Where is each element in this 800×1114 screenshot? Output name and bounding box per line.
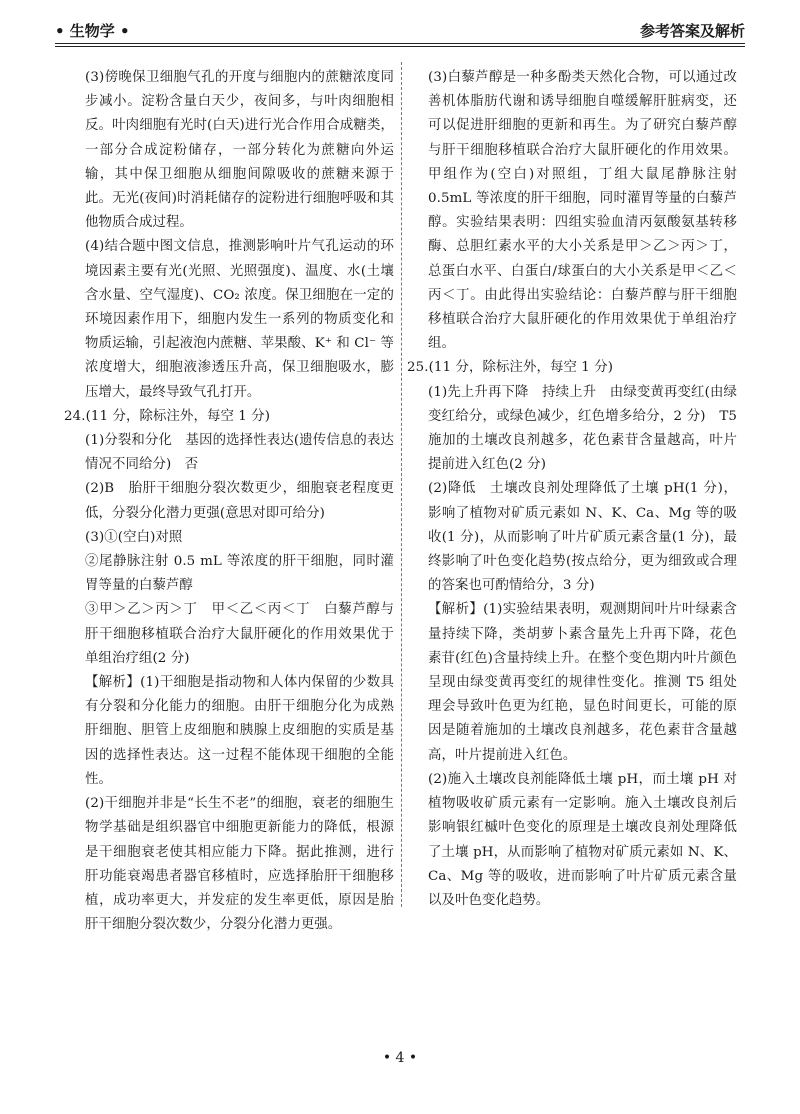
paragraph: (4)结合题中图文信息，推测影响叶片气孔运动的环境因素主要有光(光照、光照强度)、温度、水(土壤含水量、空气湿度)、CO₂ 浓度。保卫细胞在一定的环境因素作用下，细胞内发生一系列的物质变化和物质运输，引起液泡内蔗糖、苹果酸、K⁺ 和 Cl⁻ 等浓度增大，细胞液渗透压升高，保卫细胞吸水，膨压增大，最终导致气孔打开。 [85,239,394,400]
right-column [407,66,751,913]
paragraph: ②尾静脉注射 0.5 mL 等浓度的肝干细胞，同时灌胃等量的白藜芦醇 [85,554,394,594]
paragraph: ③甲＞乙＞丙＞丁 甲＜乙＜丙＜丁 白藜芦醇与肝干细胞移植联合治疗大鼠肝硬化的作用效果优于单组治疗组(2 分) [85,602,394,666]
header-rule-bottom [55,46,745,47]
paragraph: (2)降低 土壤改良剂处理降低了土壤 pH(1 分)，影响了植物对矿质元素如 N、K、Ca、Mg 等的吸收(1 分)，从而影响了叶片矿质元素含量(1 分)，最终影响了叶色变化趋势(按点给分，更为细致或合理的答案也可酌情给分，3 分) [428,481,737,594]
question-heading: 25.(11 分，除标注外，每空 1 分) [407,360,614,376]
question-heading: 24.(11 分，除标注外，每空 1 分) [64,408,271,424]
header-rule-top [55,43,745,44]
page-header [55,14,745,44]
analysis-paragraph: 【解析】(1)干细胞是指动物和人体内保留的少数具有分裂和分化能力的细胞。由肝干细胞分化为成熟肝细胞、胆管上皮细胞和胰腺上皮细胞的实质是基因的选择性表达。这一过程不能体现干细胞的全能性。 [85,675,394,787]
analysis-paragraph: 【解析】(1)实验结果表明，观测期间叶片叶绿素含量持续下降，类胡萝卜素含量先上升再下降，花色素苷(红色)含量持续上升。在整个变色期内叶片颜色呈现由绿变黄再变红的规律性变化。推测 T5 组处理会导致叶色更为红艳，显色时间更长，可能的原因是随着施加的土壤改良剂越多，花色素苷含量越高，叶片提前进入红色。 [428,602,737,763]
column-divider [401,62,402,907]
paragraph: (2)B 胎肝干细胞分裂次数更少，细胞衰老程度更低，分裂分化潜力更强(意思对即可给分) [85,481,394,521]
section-title: 参考答案及解析 [639,22,745,40]
paragraph: (1)分裂和分化 基因的选择性表达(遗传信息的表达情况不同给分) 否 [85,433,394,473]
paragraph: (1)先上升再下降 持续上升 由绿变黄再变红(由绿变红给分，或绿色减少，红色增多给分，2 分) T5 施加的土壤改良剂越多，花色素苷含量越高，叶片提前进入红色(2 分) [428,384,751,473]
paragraph: (3)白藜芦醇是一种多酚类天然化合物，可以通过改善机体脂肪代谢和诱导细胞自噬缓解肝脏病变，还可以促进肝细胞的更新和再生。为了研究白藜芦醇与肝干细胞移植联合治疗大鼠肝硬化的作用效果。甲组作为(空白)对照组，丁组大鼠尾静脉注射 0.5mL 等浓度的肝干细胞，同时灌胃等量的白藜芦醇。实验结果表明：四组实验血清丙氨酸氨基转移酶、总胆红素水平的大小关系是甲＞乙＞丙＞丁，总蛋白水平、白蛋白/球蛋白的大小关系是甲＜乙＜丙＜丁。由此得出实验结论：白藜芦醇与肝干细胞移植联合治疗大鼠肝硬化的作用效果优于单组治疗组。 [428,70,737,352]
subject-label: • 生物学 • [55,22,130,40]
paragraph: (2)施入土壤改良剂能降低土壤 pH，而土壤 pH 对植物吸收矿质元素有一定影响。施入土壤改良剂后影响银红槭叶色变化的原理是土壤改良剂处理降低了土壤 pH，从而影响了植物对矿质元素如 N、K、Ca、Mg 等的吸收，进而影响了叶片矿质元素含量以及叶色变化趋势。 [428,771,737,908]
paragraph: (2)干细胞并非是“长生不老”的细胞，衰老的细胞生物学基础是组织器官中细胞更新能力的降低，根源是干细胞衰老使其相应能力下降。据此推测，进行肝功能衰竭患者器官移植时，应选择胎肝干细胞移植，成功率更大，并发症的发生率更低，原因是胎肝干细胞分裂次数少，分裂分化潜力更强。 [85,796,394,933]
paragraph: (3)①(空白)对照 [85,529,183,545]
paragraph: (3)傍晚保卫细胞气孔的开度与细胞内的蔗糖浓度同步减小。淀粉含量白天少，夜间多，与叶肉细胞相反。叶肉细胞有光时(白天)进行光合作用合成糖类，一部分合成淀粉储存，一部分转化为蔗糖向外运输，其中保卫细胞从细胞间隙吸收的蔗糖来源于此。无光(夜间)时消耗储存的淀粉进行细胞呼吸和其他物质合成过程。 [85,70,394,231]
left-column [64,66,394,937]
page-number: • 4 • [382,1050,418,1066]
